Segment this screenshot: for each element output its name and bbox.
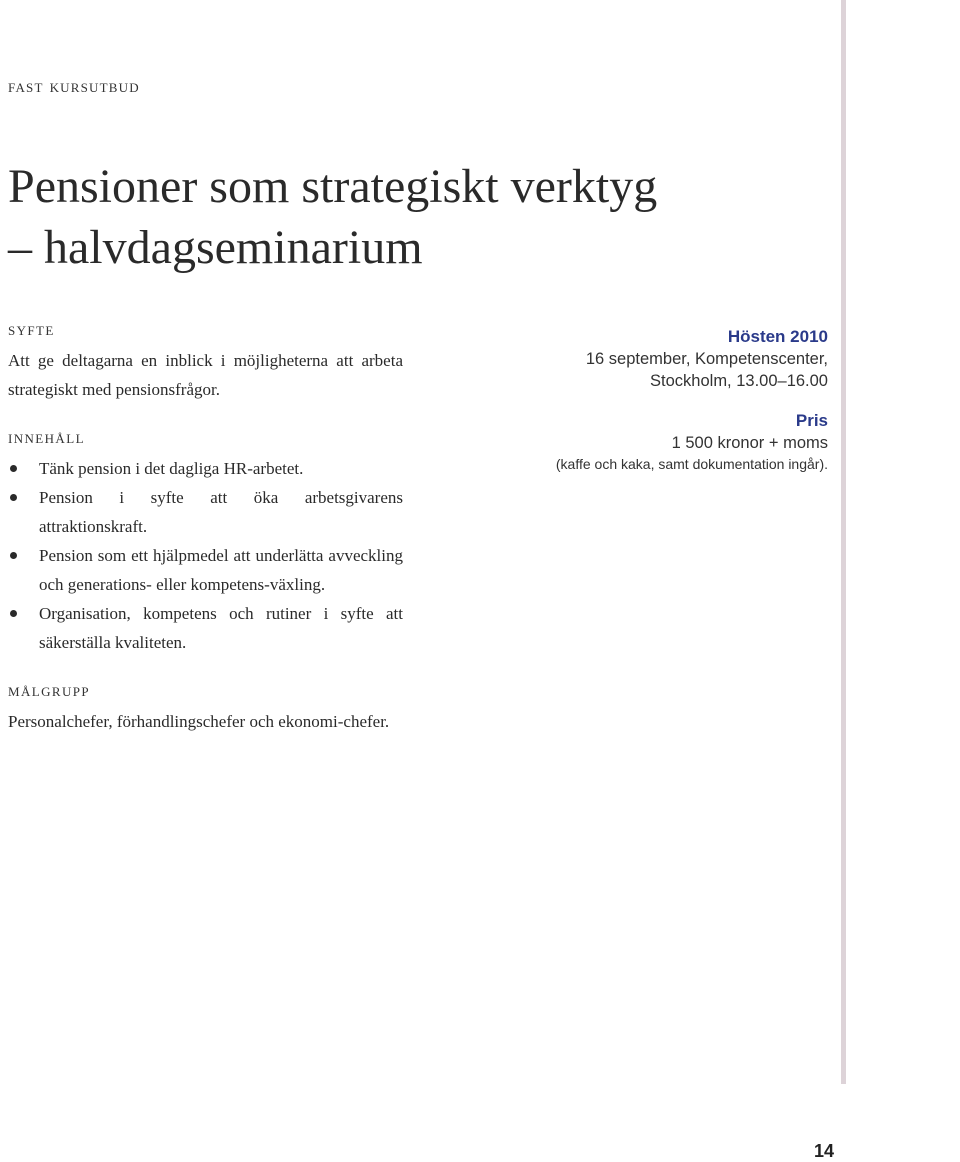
- schedule-block: [530, 326, 828, 392]
- list-item-text: Tänk pension i det dagliga HR-arbetet.: [39, 459, 304, 478]
- innehall-list: [8, 454, 403, 657]
- section-innehall: [8, 426, 403, 657]
- section-kicker: fast kursutbud: [8, 76, 140, 97]
- list-item-text: Organisation, kompetens och rutiner i syfte att säkerställa kvaliteten.: [39, 604, 403, 652]
- list-item: [8, 454, 403, 483]
- margin-rule: [841, 0, 846, 1084]
- price-note: (kaffe och kaka, samt dokumentation ingår).: [555, 456, 828, 472]
- section-malgrupp: [8, 679, 403, 736]
- schedule-line1: 16 september, Kompetenscenter,: [585, 350, 828, 368]
- list-item: [8, 483, 403, 541]
- price-amount: 1 500 kronor + moms: [671, 434, 828, 452]
- list-item: [8, 599, 403, 657]
- section-syfte: [8, 318, 403, 404]
- list-item-text: Pension i syfte att öka arbetsgivarens attraktionskraft.: [39, 488, 403, 536]
- price-heading: Pris: [795, 411, 828, 430]
- bullet-icon: [10, 465, 17, 472]
- bullet-icon: [10, 494, 17, 501]
- syfte-heading: syfte: [8, 319, 55, 340]
- course-info-sidebar: [530, 326, 828, 492]
- price-block: [530, 410, 828, 474]
- page-title: [8, 156, 828, 278]
- schedule-heading: Hösten 2010: [727, 327, 828, 346]
- malgrupp-heading: målgrupp: [8, 680, 90, 701]
- innehall-heading: innehåll: [8, 427, 85, 448]
- page-title-line1: Pensioner som strategiskt verktyg: [8, 160, 658, 213]
- schedule-line2: Stockholm, 13.00–16.00: [650, 372, 828, 390]
- malgrupp-text: Personalchefer, förhandlingschefer och ekonomi-chefer.: [8, 712, 390, 731]
- bullet-icon: [10, 610, 17, 617]
- page-title-line2: – halvdagseminarium: [8, 221, 423, 274]
- page-number: 14: [813, 1141, 834, 1161]
- bullet-icon: [10, 552, 17, 559]
- list-item-text: Pension som ett hjälpmedel att underlätta avveckling och generations- eller kompetens-växling.: [39, 546, 403, 594]
- course-description: [8, 318, 403, 758]
- list-item: [8, 541, 403, 599]
- syfte-text: Att ge deltagarna en inblick i möjligheterna att arbeta strategiskt med pensionsfrågor.: [8, 351, 403, 399]
